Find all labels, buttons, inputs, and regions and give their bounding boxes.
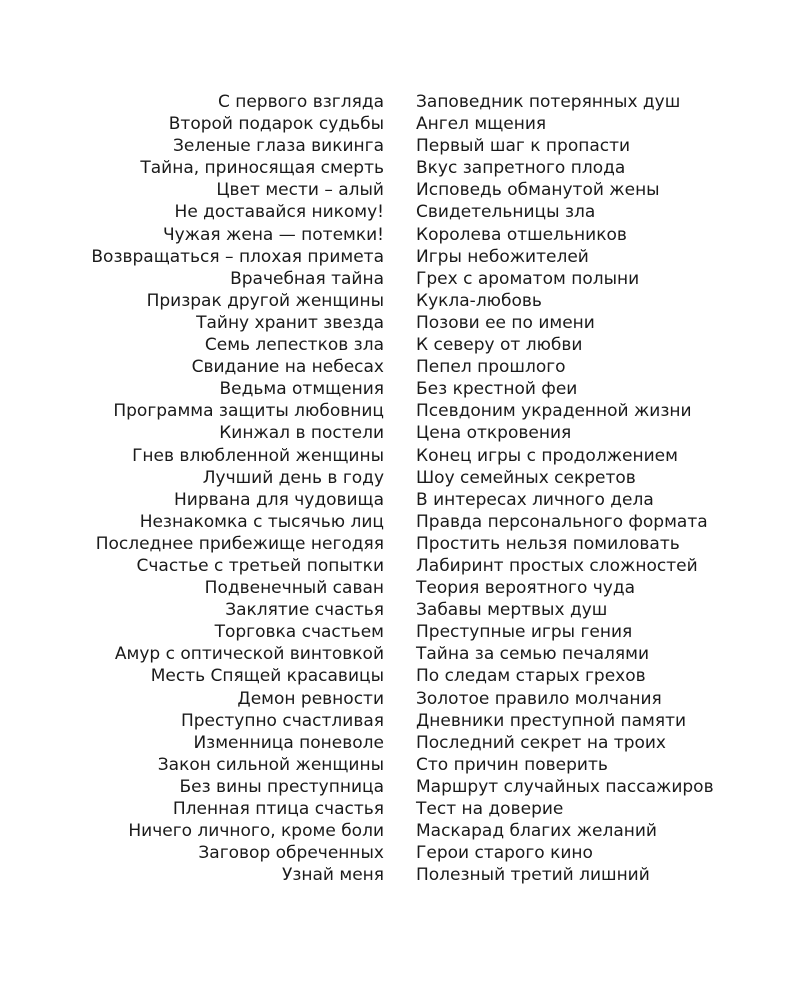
- title-item: Ведьма отмщения: [219, 379, 384, 400]
- title-item: Грех с ароматом полыни: [416, 268, 640, 289]
- title-item: Последний секрет на троих: [416, 732, 666, 753]
- title-item: Лабиринт простых сложностей: [416, 555, 698, 576]
- title-item: Призрак другой женщины: [146, 290, 384, 311]
- title-item: К северу от любви: [416, 335, 583, 356]
- title-item: Цена откровения: [416, 423, 572, 444]
- left-title-column: [0, 91, 384, 886]
- title-item: Преступные игры гения: [416, 622, 633, 643]
- title-item: Заклятие счастья: [225, 600, 384, 621]
- title-item: Игры небожителей: [416, 246, 589, 267]
- title-item: Кукла-любовь: [416, 290, 542, 311]
- title-item: Свидание на небесах: [191, 357, 384, 378]
- title-item: Тест на доверие: [416, 799, 564, 819]
- title-item: Чужая жена — потемки!: [162, 224, 384, 245]
- title-item: Вкус запретного плода: [416, 158, 626, 179]
- title-item: Счастье с третьей попытки: [136, 555, 384, 576]
- title-item: В интересах личного дела: [416, 489, 654, 510]
- title-item: Семь лепестков зла: [204, 335, 384, 356]
- title-item: Не доставайся никому!: [174, 202, 384, 223]
- title-item: Кинжал в постели: [219, 423, 384, 444]
- title-item: С первого взгляда: [217, 92, 384, 112]
- title-item: Демон ревности: [237, 688, 384, 709]
- title-item: Конец игры с продолжением: [416, 445, 678, 466]
- title-item: Месть Спящей красавицы: [150, 666, 384, 687]
- title-item: Сто причин поверить: [416, 754, 608, 775]
- title-item: Преступно счастливая: [180, 710, 384, 731]
- title-item: Узнай меня: [281, 865, 384, 886]
- title-item: Шоу семейных секретов: [416, 467, 636, 488]
- title-item: Изменница поневоле: [193, 732, 384, 753]
- title-item: Маскарад благих желаний: [416, 821, 657, 842]
- title-item: Маршрут случайных пассажиров: [416, 776, 714, 797]
- title-item: Второй подарок судьбы: [168, 114, 384, 135]
- title-item: Возвращаться – плохая примета: [91, 246, 384, 267]
- title-item: По следам старых грехов: [416, 666, 646, 687]
- title-item: Лучший день в году: [202, 467, 384, 488]
- title-item: Свидетельницы зла: [416, 202, 596, 223]
- title-item: Зеленые глаза викинга: [172, 136, 384, 157]
- title-item: Золотое правило молчания: [416, 688, 662, 709]
- title-item: Цвет мести – алый: [216, 180, 384, 201]
- title-item: Последнее прибежище негодяя: [95, 533, 384, 554]
- title-item: Заговор обреченных: [198, 843, 384, 864]
- title-item: Ангел мщения: [416, 114, 547, 135]
- title-item: Нирвана для чудовища: [173, 489, 384, 510]
- title-item: Тайна за семью печалями: [416, 644, 650, 665]
- title-item: Амур с оптической винтовкой: [114, 644, 384, 665]
- title-item: Заповедник потерянных душ: [416, 92, 681, 112]
- title-item: Подвенечный саван: [204, 578, 384, 599]
- title-item: Псевдоним украденной жизни: [416, 401, 692, 422]
- title-item: Дневники преступной памяти: [416, 710, 687, 731]
- title-item: Тайна, приносящая смерть: [140, 158, 384, 179]
- right-title-column: [416, 91, 800, 886]
- title-item: Королева отшельников: [416, 224, 627, 245]
- title-item: Пепел прошлого: [416, 357, 566, 378]
- title-item: Торговка счастьем: [214, 622, 384, 643]
- title-item: Теория вероятного чуда: [416, 578, 636, 599]
- title-item: Герои старого кино: [416, 843, 593, 864]
- title-item: Ничего личного, кроме боли: [128, 821, 384, 842]
- title-item: Врачебная тайна: [230, 268, 384, 289]
- title-item: Гнев влюбленной женщины: [132, 445, 384, 466]
- title-item: Позови ее по имени: [416, 312, 595, 333]
- title-item: Незнакомка с тысячью лиц: [139, 511, 384, 532]
- title-item: Правда персонального формата: [416, 511, 708, 532]
- title-item: Исповедь обманутой жены: [416, 180, 660, 201]
- title-item: Программа защиты любовниц: [113, 401, 384, 422]
- title-item: Без вины преступница: [179, 776, 384, 797]
- title-item: Простить нельзя помиловать: [416, 533, 680, 554]
- title-item: Полезный третий лишний: [416, 865, 650, 886]
- title-item: Первый шаг к пропасти: [416, 136, 631, 157]
- title-item: Забавы мертвых душ: [416, 600, 608, 621]
- title-item: Без крестной феи: [416, 379, 578, 400]
- title-item: Пленная птица счастья: [172, 799, 384, 819]
- title-item: Тайну хранит звезда: [196, 312, 384, 333]
- title-item: Закон сильной женщины: [157, 754, 384, 775]
